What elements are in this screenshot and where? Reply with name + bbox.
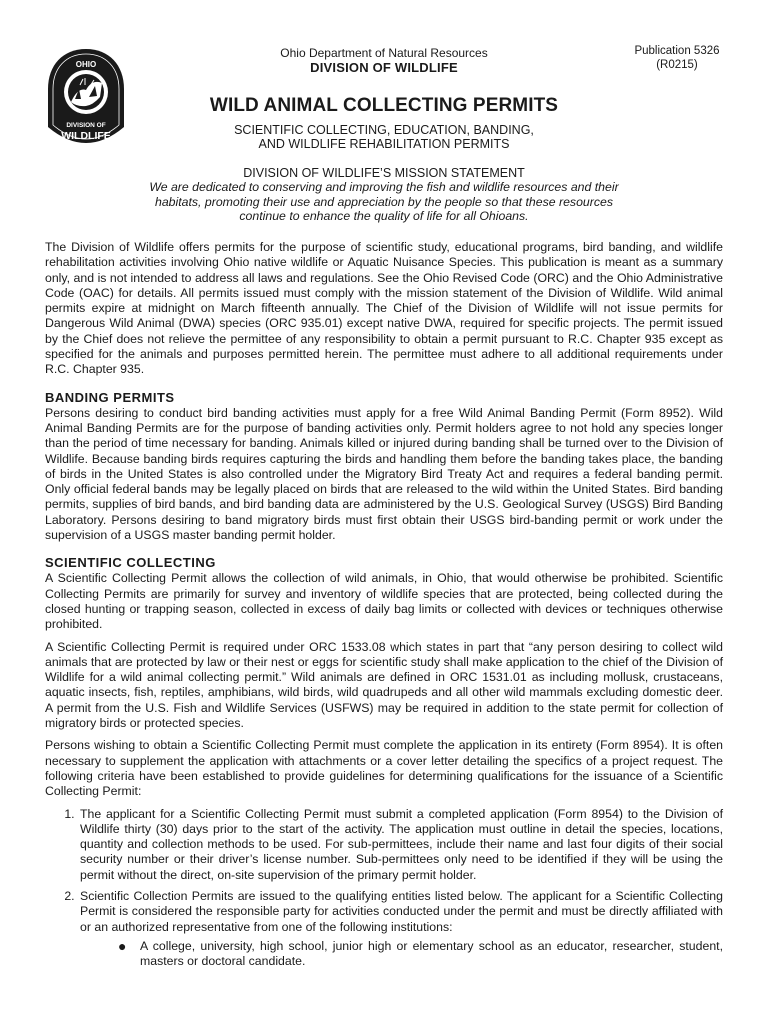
svg-text:WILDLIFE: WILDLIFE [61, 130, 111, 142]
institution-list [80, 939, 723, 970]
list-item: 2. Scientific Collection Permits are issued to the qualifying entities listed below. The applicant for a Scientific Collecting Permit is considered the responsible party for activities conducted under the permit and must be directly affiliated with or an authorized representative from one of the following institutions: ● A college, university, high school, junior high or elementary school as an educator, researcher, student, masters or doctoral candidate. [78, 889, 723, 969]
division-of-wildlife-logo [45, 47, 127, 155]
svg-text:DIVISION OF: DIVISION OF [66, 122, 106, 129]
svg-text:OHIO: OHIO [75, 60, 97, 69]
banding-paragraph: Persons desiring to conduct bird banding activities must apply for a free Wild Animal Banding Permit (Form 8952). Wild Animal Banding Permits are for the purpose of banding activities only. Permit holders agree to not hold any species longer than the period of time necessary for banding. Animals killed or injured during banding shall be turned over to the Division of Wildlife. Because banding birds requires capturing the birds and handling them before the banding takes place, the banding of birds in the United States is also controlled under the Migratory Bird Treaty Act and requires a federal banding permit. Only official federal bands may be legally placed on birds that are released to the wild within the United States. Bird banding permits, supplies of bird bands, and bird banding data are administered by the U.S. Geological Survey (USGS) Bird Banding Laboratory. Persons desiring to band migratory birds must first obtain their USGS bird-banding permit or work under the supervision of a USGS master banding permit holder. [45, 405, 723, 543]
document-subtitle: SCIENTIFIC COLLECTING, EDUCATION, BANDING, AND WILDLIFE REHABILITATION PERMITS [234, 123, 534, 151]
mission-heading: DIVISION OF WILDLIFE’S MISSION STATEMENT [243, 166, 525, 180]
list-item: ● A college, university, high school, junior high or elementary school as an educator, researcher, student, masters or doctoral candidate. [118, 937, 723, 969]
department-name: Ohio Department of Natural Resources [280, 46, 488, 60]
scientific-paragraph-3: Persons wishing to obtain a Scientific Collecting Permit must complete the application in its entirety (Form 8954). It is often necessary to supplement the application with attachments or a cover letter detailing the specifics of a project request. The following criteria have been established to provide guidelines for determining qualifications for the issuance of a Scientific Collecting Permit: [45, 738, 723, 799]
header [190, 46, 578, 76]
banding-heading: BANDING PERMITS [45, 389, 175, 405]
bullet-icon: ● [118, 937, 127, 954]
mission-statement: We are dedicated to conserving and improving the fish and wildlife resources and their habitats, promoting their use and appreciation by the people so that these resources continue to enhance the quality of life for all Ohioans. [149, 180, 619, 223]
scientific-heading: SCIENTIFIC COLLECTING [45, 555, 216, 571]
document-body [45, 240, 723, 975]
criteria-list [45, 807, 723, 970]
document-title: WILD ANIMAL COLLECTING PERMITS [209, 95, 559, 116]
intro-paragraph: The Division of Wildlife offers permits for the purpose of scientific study, educational programs, bird banding, and wildlife rehabilitation activities involving Ohio native wildlife or Aquatic Nuisance Species. This publication is meant as a summary only, and is not intended to address all laws and regulations. See the Ohio Revised Code (ORC) and the Ohio Administrative Code (OAC) for details. All permits issued must comply with the mission statement of the Division of Wildlife. Wild animal permits expire at midnight on March fifteenth annually. The Chief of the Division of Wildlife will not issue permits for Dangerous Wild Animal (DWA) species (ORC 935.01) except native DWA, required for specific projects. The permit issued by the Chief does not relieve the permittee of any responsibility to obtain a permit pursuant to R.C. Chapter 935 except as specified for the animals and purposes permitted herein. The permittee must adhere to all additional requirements under R.C. Chapter 935. [45, 240, 723, 377]
division-name: DIVISION OF WILDLIFE [310, 60, 458, 75]
scientific-paragraph-2: A Scientific Collecting Permit is required under ORC 1533.08 which states in part that “any person desiring to collect wild animals that are protected by law or their nest or eggs for scientific study shall make application to the chief of the Division of Wildlife for a wild animal collecting permit.” Wild animals are defined in ORC 1531.01 as including mollusk, crustaceans, aquatic insects, fish, reptiles, amphibians, wild birds, wild quadrupeds and all other wild mammals excluding domestic deer. A permit from the U.S. Fish and Wildlife Services (USFWS) may be required in addition to the state permit for collection of migratory birds or protected species. [45, 639, 723, 731]
list-item: 1. The applicant for a Scientific Collecting Permit must submit a completed application (Form 8954) to the Division of Wildlife thirty (30) days prior to the start of the activity. The application must outline in detail the species, locations, quantity and collection methods to be used. For sub-permittees, include their name and last four digits of their social security number or their driver’s license number. Sub-permittees only need to be identified if they will be using the permit without the direct, on-site supervision of the primary permit holder. [78, 807, 723, 883]
scientific-paragraph-1: A Scientific Collecting Permit allows the collection of wild animals, in Ohio, that would otherwise be prohibited. Scientific Collecting Permits are primarily for survey and inventory of wildlife species that are protected, being collected during the closed hunting or trapping season, collected in excess of daily bag limits or collected with devices or techniques otherwise prohibited. [45, 571, 723, 632]
publication-number: Publication 5326 (R0215) [634, 45, 720, 71]
